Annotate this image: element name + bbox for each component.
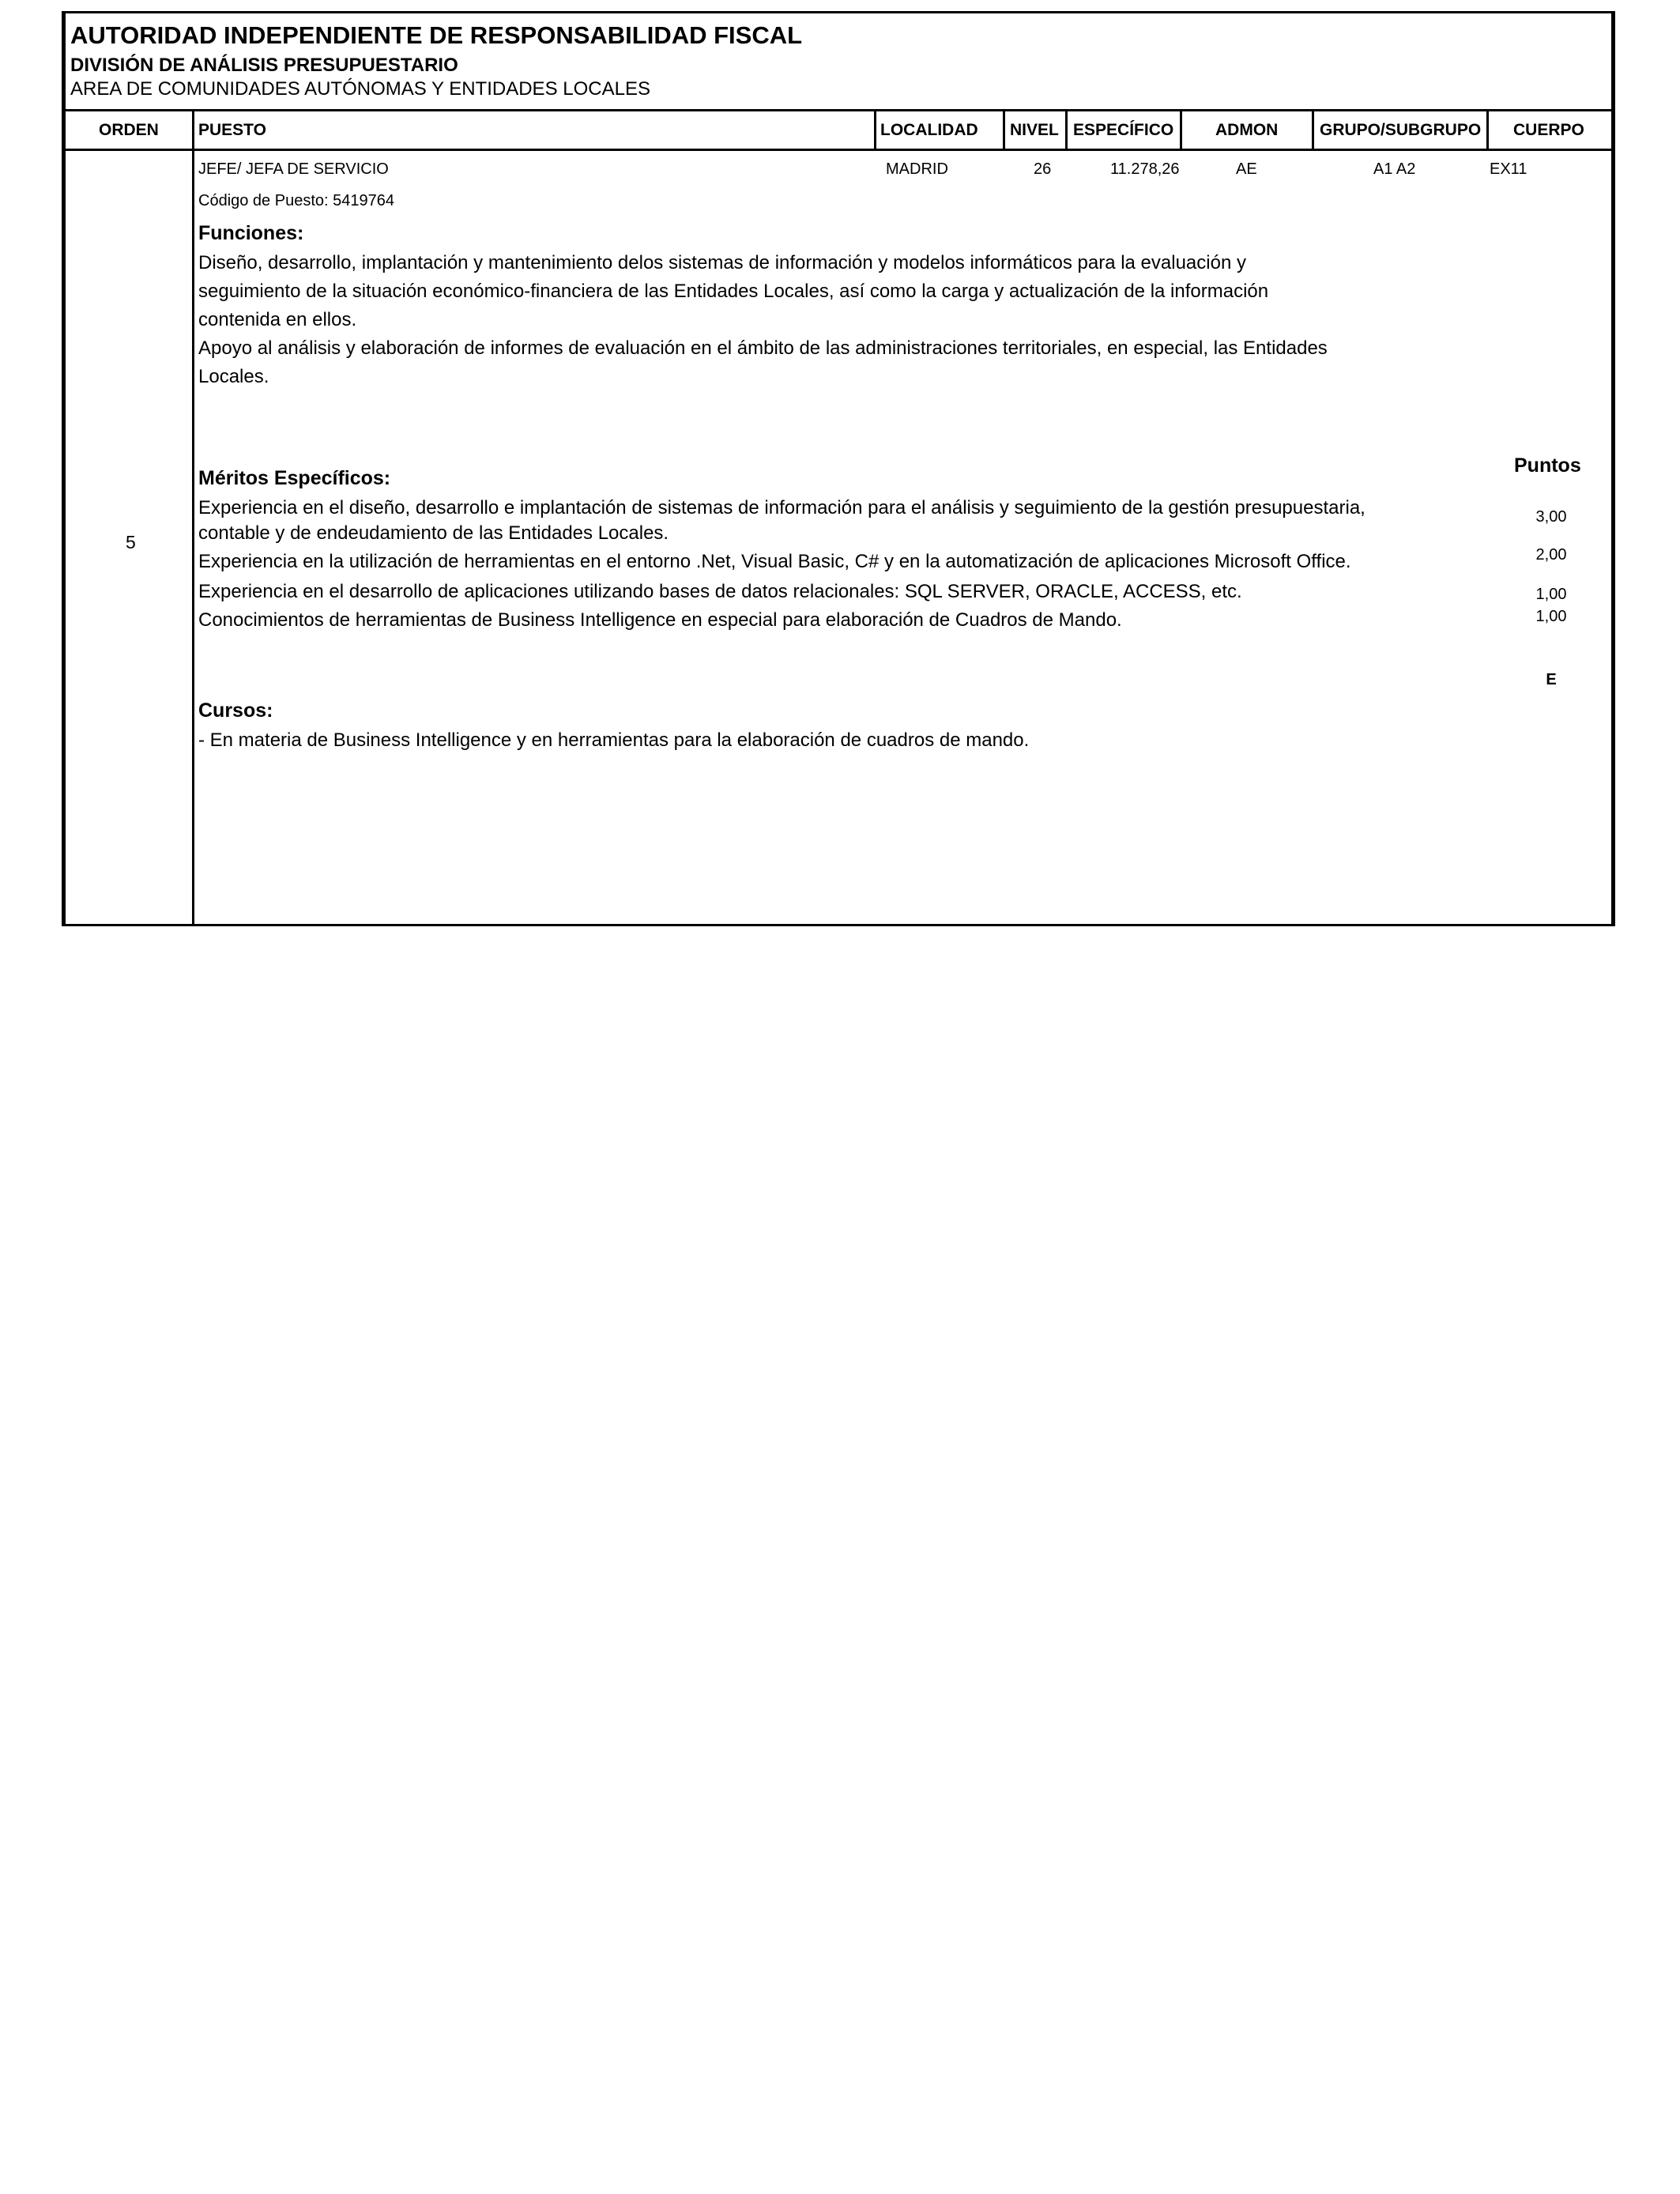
row-grupo: A1 A2: [1373, 160, 1416, 178]
funciones-line: Apoyo al análisis y elaboración de informes de evaluación en el ámbito de las administraciones territoriales, en especial, las Entidades: [198, 337, 1328, 359]
divider: [874, 111, 876, 149]
cursos-line: - En materia de Business Intelligence y en herramientas para la elaboración de cuadros de mando.: [198, 729, 1030, 751]
row-codigo-puesto: Código de Puesto: 5419764: [198, 192, 394, 209]
organization-title: AUTORIDAD INDEPENDIENTE DE RESPONSABILIDAD FISCAL: [70, 21, 803, 49]
points-value: 2,00: [1535, 546, 1567, 564]
col-admon: ADMON: [1215, 121, 1279, 139]
meritos-line: Experiencia en el desarrollo de aplicaciones utilizando bases de datos relacionales: SQL SERVER, ORACLE, ACCESS, etc.: [198, 581, 1242, 602]
row-puesto: JEFE/ JEFA DE SERVICIO: [198, 160, 389, 178]
puntos-label: Puntos: [1514, 454, 1581, 477]
funciones-line: Diseño, desarrollo, implantación y mantenimiento delos sistemas de información y modelos informáticos para la evaluación y: [198, 252, 1246, 273]
points-value: 1,00: [1535, 586, 1567, 603]
divider: [1312, 111, 1314, 149]
meritos-title: Méritos Específicos:: [198, 467, 391, 489]
meritos-line: Experiencia en el diseño, desarrollo e implantación de sistemas de información para el análisis y seguimiento de la gestión presupuestaria,: [198, 497, 1365, 518]
row-cuerpo: EX11: [1490, 160, 1527, 178]
col-especifico: ESPECÍFICO: [1073, 121, 1174, 139]
col-grupo: GRUPO/SUBGRUPO: [1320, 121, 1482, 139]
col-cuerpo: CUERPO: [1513, 121, 1584, 139]
divider: [192, 111, 194, 149]
row-especifico: 11.278,26: [1110, 160, 1180, 178]
divider: [1180, 111, 1182, 149]
divider: [192, 151, 194, 926]
row-admon: AE: [1236, 160, 1257, 178]
meritos-line: contable y de endeudamiento de las Entidades Locales.: [198, 522, 669, 544]
funciones-line: contenida en ellos.: [198, 309, 357, 330]
meritos-line: Conocimientos de herramientas de Business Intelligence en especial para elaboración de Cuadros de Mando.: [198, 609, 1122, 631]
meritos-line: Experiencia en la utilización de herramientas en el entorno .Net, Visual Basic, C# y en la automatización de aplicaciones Microsoft Office.: [198, 551, 1351, 572]
points-extra: E: [1546, 671, 1557, 688]
divider: [1065, 111, 1068, 149]
row-nivel: 26: [1034, 160, 1052, 178]
col-nivel: NIVEL: [1010, 121, 1059, 139]
points-value: 1,00: [1535, 608, 1567, 625]
divider: [1486, 111, 1489, 149]
col-localidad: LOCALIDAD: [880, 121, 978, 139]
cursos-title: Cursos:: [198, 699, 273, 722]
col-puesto: PUESTO: [198, 121, 266, 139]
funciones-line: seguimiento de la situación económico-financiera de las Entidades Locales, así como la carga y actualización de la información: [198, 281, 1269, 302]
row-orden: 5: [126, 532, 136, 552]
points-value: 3,00: [1535, 508, 1567, 526]
area-title: AREA DE COMUNIDADES AUTÓNOMAS Y ENTIDADES LOCALES: [70, 78, 650, 100]
division-title: DIVISIÓN DE ANÁLISIS PRESUPUESTARIO: [70, 55, 458, 76]
job-position-sheet: [62, 11, 1615, 926]
funciones-line: Locales.: [198, 366, 269, 387]
col-orden: ORDEN: [99, 121, 159, 139]
column-header-row: [66, 111, 1611, 151]
row-localidad: MADRID: [886, 160, 948, 178]
document-header: [66, 13, 1611, 111]
divider: [1003, 111, 1005, 149]
funciones-title: Funciones:: [198, 222, 304, 244]
